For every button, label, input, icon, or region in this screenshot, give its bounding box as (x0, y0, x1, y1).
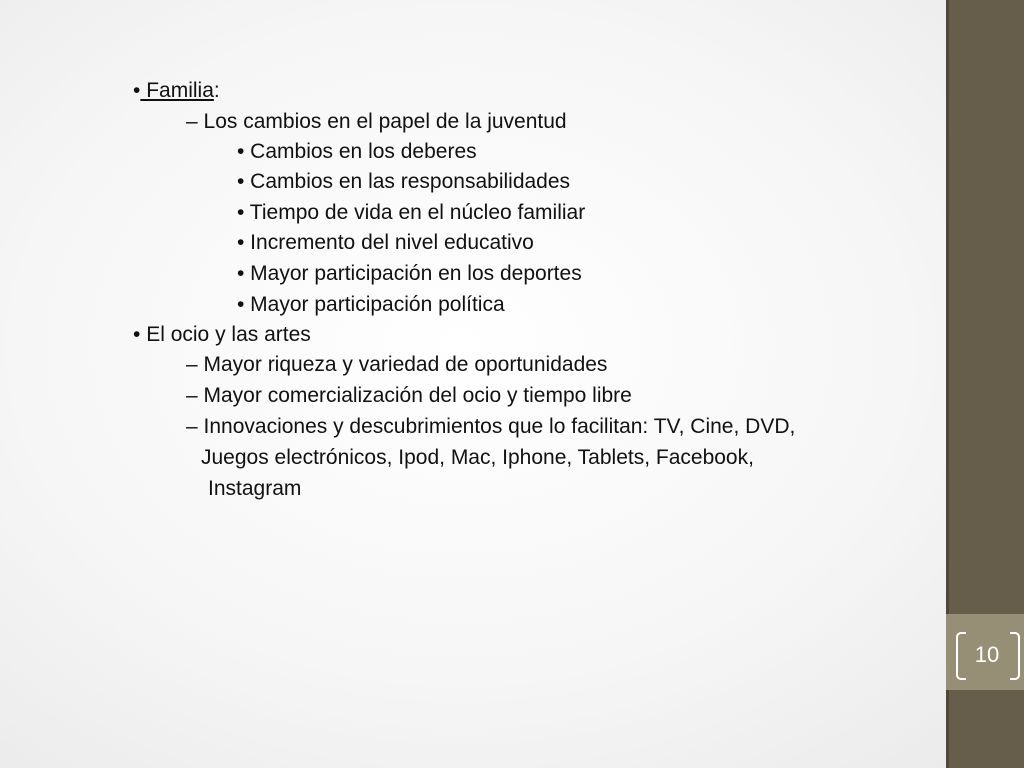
section-heading-ocio (133, 320, 311, 350)
dash: – (186, 110, 198, 133)
list-item (186, 107, 567, 137)
bullet: • (133, 79, 141, 102)
sub-list-item: • Incremento del nivel educativo (237, 231, 534, 254)
sub-list-item: • Mayor participación política (237, 293, 505, 316)
list-item-text: Los cambios en el papel de la juventud (203, 110, 567, 133)
section-heading-familia (133, 76, 220, 106)
list-item: – Innovaciones y descubrimientos que lo facilitan: TV, Cine, DVD, (186, 415, 796, 438)
sub-list-item: • Cambios en los deberes (237, 140, 477, 163)
sub-list-item: • Mayor participación en los deportes (237, 262, 582, 285)
section-title: El ocio y las artes (146, 323, 311, 346)
sub-list-item: • Tiempo de vida en el núcleo familiar (237, 201, 586, 224)
section-title-suffix: : (213, 79, 220, 102)
sub-list-item: • Cambios en las responsabilidades (237, 170, 571, 193)
bracket-left-icon (956, 632, 966, 680)
list-item: – Mayor riqueza y variedad de oportunidades (186, 353, 608, 376)
list-item: – Mayor comercialización del ocio y tiempo libre (186, 384, 632, 407)
list-item-continuation: Juegos electrónicos, Ipod, Mac, Iphone, Tablets, Facebook, (201, 446, 754, 469)
list-item-continuation: Instagram (208, 477, 302, 500)
page-number: 10 (974, 642, 1000, 667)
bullet: • (133, 323, 141, 346)
section-title: Familia (140, 79, 214, 102)
bracket-right-icon (1010, 632, 1020, 680)
